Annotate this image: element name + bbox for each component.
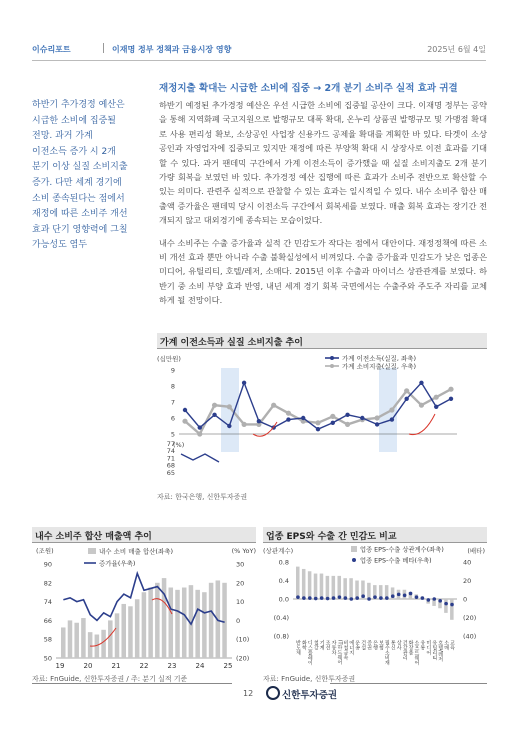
chart1-point <box>389 407 394 412</box>
chart3-xtick: 건설 <box>360 640 367 650</box>
chart3-xtick: 상사 <box>395 640 402 650</box>
chart3-point <box>391 594 395 598</box>
chart3-bar <box>302 569 306 599</box>
chart3-xtick: 통신 <box>389 640 396 650</box>
chart2-bar <box>128 606 133 658</box>
chart1-lower-line <box>181 454 219 462</box>
chart1-point <box>286 417 290 421</box>
report-date: 2025년 6월 4일 <box>427 45 486 54</box>
sidebar-line: 하반기 추가경정 예산은 <box>32 100 125 110</box>
chart3-xtick: 증권 <box>366 640 373 650</box>
chart3-ytick-right: 20 <box>463 577 472 585</box>
chart2-bar <box>155 583 160 658</box>
chart1-point <box>315 420 320 425</box>
chart1-point <box>404 388 409 393</box>
chart1-point <box>316 427 320 431</box>
chart1-point <box>227 404 232 409</box>
chart3-point <box>403 594 407 598</box>
chart3-point <box>344 596 348 600</box>
chart3-xtick: 소매 <box>443 640 450 650</box>
chart3-legend-marker <box>352 558 356 562</box>
chart3-ytick-left: 0.0 <box>278 595 289 604</box>
chart1-point <box>419 403 424 408</box>
chart2-xtick: 24 <box>195 662 205 670</box>
chart1-ytick-top: 7 <box>170 398 175 407</box>
brand-name: 신한투자증권 <box>282 690 338 701</box>
sidebar-line: 이전소득 증가 시 2개 <box>32 146 116 157</box>
chart3-point <box>432 597 436 601</box>
chart2-bar <box>121 604 126 658</box>
chart2-legend-label: 내수 소비 매출 합산(좌축) <box>99 547 174 556</box>
chart2-ytick-right: 0 <box>236 616 241 625</box>
chart3-xtick: 미디어 <box>425 640 432 655</box>
chart2-bar <box>202 592 207 658</box>
brand-mark-icon <box>266 686 280 700</box>
footer-rule-left <box>32 683 232 684</box>
chart3-point <box>421 596 425 600</box>
chart3-point <box>438 599 442 603</box>
chart1-point <box>449 397 453 401</box>
chart3-point <box>409 592 413 596</box>
chart2-ytick-left: 74 <box>43 598 52 607</box>
chart2-bar <box>61 627 66 658</box>
chart3-ytick-left: (0.4) <box>273 614 289 622</box>
chart3-point <box>361 594 365 598</box>
chart3-bar <box>296 567 300 599</box>
body-text <box>159 98 487 316</box>
sidebar-line: 소비 종속된다는 점에서 <box>32 193 125 204</box>
chart3-xtick: 호텔/레저 <box>437 640 444 662</box>
chart3-bar <box>314 574 318 599</box>
chart3-title: 업종 EPS와 수출 간 민감도 비교 <box>266 532 397 542</box>
chart3-point <box>427 598 431 602</box>
chart2-unit-left: (조원) <box>36 547 54 555</box>
chart3-xtick: 은행 <box>372 640 378 650</box>
chart1-point <box>419 381 423 385</box>
chart2-bar <box>101 630 106 658</box>
chart1-point <box>242 422 247 427</box>
chart3-point <box>450 603 454 607</box>
chart3-point <box>379 596 383 600</box>
chart2-xtick: 19 <box>55 662 65 670</box>
sidebar-line: 분기 이상 실질 소비지출 <box>32 162 128 173</box>
chart2-bar <box>222 583 227 658</box>
chart1-point <box>212 403 217 408</box>
chart3-xtick: 건강관리 <box>401 640 408 660</box>
chart1-source: 자료: 한국은행, 신한투자증권 <box>157 493 248 501</box>
chart3-ytick-right: (20) <box>463 614 477 622</box>
chart2-ytick-left: 50 <box>43 654 52 663</box>
chart3-ytick-right: (40) <box>463 632 477 641</box>
chart3-bar <box>355 581 359 600</box>
chart3-xtick: 에너지 <box>348 640 355 655</box>
chart1-point <box>301 416 305 420</box>
chart1-legend-marker <box>330 364 334 368</box>
chart2-legend-label: 증가율(우축) <box>99 559 136 568</box>
chart2-bar <box>81 618 86 658</box>
chart3-xtick: 반도체 <box>294 640 301 655</box>
sidebar-line: 시급한 소비에 집중될 <box>32 115 116 126</box>
chart2-ytick-left: 90 <box>43 560 52 569</box>
chart3-ytick-right: 40 <box>463 558 472 567</box>
chart3-svg <box>263 544 491 672</box>
header-divider <box>103 43 104 53</box>
chart1-ytick-top: 9 <box>170 366 175 375</box>
body-paragraph: 내수 소비주는 수출 증가율과 실적 간 민감도가 작다는 점에서 대안이다. 재정정책에 따른 소비 개선 효과 뿐만 아니라 수출 불확실성에서 비껴있다. 수출 증가율과 민감도가 낮은 업종은 미디어, 유틸리티, 호텔/레저, 소매다. 2015년 이후 수출과 마이너스 상관관계를 보였다. 하반기 중 소비 부양 효과 반영, 내년 세계 경기 회복 국면에서는 수출주와 주도주 자리를 교체하게 될 전망이다. <box>159 237 487 306</box>
chart3-bar <box>326 576 330 599</box>
chart3-point <box>355 596 359 600</box>
chart1-unit-bottom: (%) <box>173 441 185 449</box>
sidebar-line: 증가. 다만 세계 경기에 <box>32 177 122 188</box>
chart2-xtick: 20 <box>83 662 93 670</box>
chart2-bar <box>195 590 200 658</box>
chart2-ytick-right: (10) <box>236 635 250 644</box>
chart1-ytick-bottom: 68 <box>166 461 175 470</box>
chart2-unit-right: (% YoY) <box>231 547 256 555</box>
chart2-bar <box>74 623 79 658</box>
chart1-point <box>434 395 439 400</box>
chart2-bar <box>108 620 113 658</box>
chart1-point <box>360 416 364 420</box>
chart3-source: 자료: FnGuide, 신한투자증권 <box>263 675 356 683</box>
chart3-ytick-left: 0.8 <box>278 558 289 567</box>
chart3-point <box>444 602 448 606</box>
chart3-xtick: 보험 <box>377 640 384 650</box>
chart2-bar <box>142 592 147 658</box>
chart3-legend-swatch <box>351 546 357 552</box>
chart2-ytick-right: 10 <box>236 598 245 607</box>
chart3-point <box>296 595 300 599</box>
chart3-point <box>385 596 389 600</box>
chart2-title-bar <box>32 527 256 543</box>
sidebar-line: 전망. 과거 가계 <box>32 131 93 142</box>
chart3-xtick: 화장품 <box>407 640 414 655</box>
chart1-point <box>390 417 394 421</box>
chart1-point <box>330 414 335 419</box>
chart3-point <box>332 596 336 600</box>
section-title: 재정지출 확대는 시급한 소비에 집중 → 2개 분기 소비주 실적 효과 귀결 <box>159 83 458 94</box>
chart3-ytick-left: (0.8) <box>273 632 289 641</box>
chart3-bar <box>450 599 454 620</box>
chart1-point <box>448 387 453 392</box>
chart1-point <box>212 413 216 417</box>
chart2-bar <box>169 588 174 659</box>
brand-logo <box>266 686 337 701</box>
chart1-point <box>286 411 291 416</box>
chart1-title-bar <box>157 333 487 349</box>
chart2-xtick: 25 <box>223 662 233 670</box>
report-tag: 이슈리포트 <box>32 45 71 54</box>
chart3-legend-label: 업종 EPS-수출 상관계수(좌축) <box>360 546 444 554</box>
chart2-xtick: 22 <box>139 662 149 670</box>
chart2-ytick-right: 30 <box>236 560 245 569</box>
body-paragraph: 하반기 예정된 추가경정 예산은 우선 시급한 소비에 집중될 공산이 크다. 이재명 정부는 공약을 통해 지역화폐 국고지원으로 발행규모 대폭 확대, 온누리 상품권 발행규모 및 가맹점 확대로 사용 편리성 확보, 소상공인 사업장 신용카드 공제율 확대를 계획한 바 있다. 타겟이 소상공인과 자영업자에 집중되고 있지만 재정에 따른 부양책 확대 시 상장사로 이전 효과를 기대할 수 있다. 과거 팬데믹 구간에서 가계 이전소득이 증가했을 때 실질 소비지출도 2개 분기 가량 회복을 보였던 바 있다. 추가경정 예산 집행에 따른 효과가 소비주 전반으로 확산할 수 있는 의미다. 관련주 실적으로 관찰할 수 있는 효과는 일시적일 수 있다. 내수 소비주 합산 매출액 증가율은 팬데믹 당시 이전소득 구간에서 회복세를 보였다. 매출 회복 효과는 장기간 전개되지 않고 대외경기에 종속되는 모습이었다. <box>159 100 487 226</box>
chart3-bar <box>444 599 448 613</box>
chart2-bar <box>182 588 187 659</box>
chart3-point <box>338 595 342 599</box>
chart3-xtick: 디스플레이 <box>306 640 313 665</box>
chart3-xtick: 필수소비재 <box>383 640 390 665</box>
chart3-xtick: 교육 <box>449 640 456 650</box>
chart2-source: 자료: FnGuide, 신한투자증권 / 주: 분기 실적 기준 <box>32 675 188 683</box>
chart3-bar <box>367 583 371 599</box>
chart1-arrow <box>409 414 435 435</box>
chart3-xtick: 비철금속 <box>342 640 349 660</box>
report-title: 이재명 정부 정책과 금융시장 영향 <box>112 45 232 54</box>
chart3-point <box>415 595 419 599</box>
chart1-svg <box>157 350 487 480</box>
chart3-point <box>367 597 371 601</box>
chart2-ytick-right: (20) <box>236 654 250 663</box>
sidebar-line: 효과 단기 영향력에 그칠 <box>32 224 128 235</box>
chart1-point <box>182 419 187 424</box>
chart3-xtick: 소프트웨어 <box>413 640 420 665</box>
chart1-point <box>257 419 261 423</box>
chart3-xtick: 유틸리티 <box>431 640 438 660</box>
sidebar-summary <box>32 98 144 254</box>
chart3-xtick: 화학 <box>300 640 307 650</box>
chart1-ytick-top: 8 <box>170 382 175 391</box>
chart1-ytick-top: 6 <box>170 414 175 423</box>
chart1-point <box>331 421 335 425</box>
chart1-point <box>345 422 350 427</box>
chart3-point <box>373 595 377 599</box>
chart2-bar <box>135 599 140 658</box>
chart2-xtick: 21 <box>111 662 121 670</box>
chart2-svg <box>32 544 260 672</box>
chart2-ytick-right: 20 <box>236 579 245 588</box>
chart3-point <box>326 597 330 601</box>
footer-rule-right <box>330 683 487 684</box>
chart3-xtick: 기계 <box>318 640 325 650</box>
chart2-bar <box>175 590 180 658</box>
chart3-bar <box>343 578 347 599</box>
chart3-point <box>397 593 401 597</box>
chart1-point <box>434 405 438 409</box>
chart1-ytick-bottom: 71 <box>166 454 175 463</box>
chart1-point <box>227 424 231 428</box>
chart2-title: 내수 소비주 합산 매출액 추이 <box>35 532 152 542</box>
chart3-xtick: IT하드웨어 <box>336 640 343 665</box>
chart1-unit-top: (십만원) <box>157 355 181 363</box>
chart2-legend-swatch <box>88 548 96 554</box>
chart1-point <box>375 415 380 420</box>
chart3-xtick: 자동차 <box>330 640 337 655</box>
chart1-legend-label: 가계 이전소득(실질, 좌축) <box>342 354 417 363</box>
chart1-ytick-top: 5 <box>170 430 175 439</box>
chart3-ytick-right: 0 <box>463 595 468 604</box>
chart3-title-bar <box>263 527 487 543</box>
chart1-title: 가계 이전소득과 실질 소비지출 추이 <box>160 338 303 348</box>
chart1-point <box>183 408 187 412</box>
chart3-bar <box>332 576 336 599</box>
chart3-xtick: 유통 <box>419 640 426 650</box>
chart3-ytick-left: 0.4 <box>278 577 289 585</box>
chart3-bar <box>320 574 324 599</box>
chart3-legend-label: 업종 EPS-수출 베타(우축) <box>360 557 432 565</box>
chart3-point <box>320 596 324 600</box>
chart3-point <box>302 596 306 600</box>
chart1-point <box>198 425 202 429</box>
chart2-bar <box>148 588 153 659</box>
chart1-point <box>345 413 349 417</box>
sidebar-line: 재정에 따른 소비주 개선 <box>32 209 128 220</box>
chart2-ytick-left: 66 <box>43 616 52 625</box>
chart3-point <box>349 597 353 601</box>
chart3-xtick: 조선 <box>324 640 331 650</box>
chart2-bar <box>68 620 73 658</box>
chart1-ytick-bottom: 65 <box>166 468 175 477</box>
chart3-xtick: 철강 <box>312 640 319 650</box>
chart2-ytick-left: 82 <box>43 579 52 588</box>
chart1-point <box>404 397 408 401</box>
chart3-xtick: 운송 <box>354 640 361 650</box>
chart2-ytick-left: 58 <box>43 635 52 644</box>
chart2-bar <box>88 632 93 658</box>
chart1-shade-region <box>221 368 239 452</box>
chart3-point <box>308 596 312 600</box>
chart1-point <box>197 431 202 436</box>
chart3-point <box>314 597 318 601</box>
chart1-ytick-bottom: 77 <box>166 440 175 448</box>
chart1-legend-marker <box>330 356 334 360</box>
page-number: 12 <box>243 689 254 698</box>
chart1-point <box>375 422 379 426</box>
chart3-bar <box>308 571 312 599</box>
chart1-point <box>271 403 276 408</box>
chart1-legend-label: 가계 소비지출(실질, 우축) <box>342 362 417 371</box>
chart1-point <box>242 381 246 385</box>
chart3-bar <box>349 578 353 599</box>
header-rule <box>32 60 486 61</box>
chart3-unit-left: (상관계수) <box>263 547 294 555</box>
chart2-bar <box>162 578 167 658</box>
chart3-unit-right: (배타) <box>467 547 485 555</box>
sidebar-line: 가능성도 염두 <box>32 240 88 251</box>
chart2-bar <box>115 613 120 658</box>
chart2-xtick: 23 <box>167 662 177 670</box>
chart2-bar <box>209 583 214 658</box>
chart1-ytick-bottom: 74 <box>166 447 175 456</box>
